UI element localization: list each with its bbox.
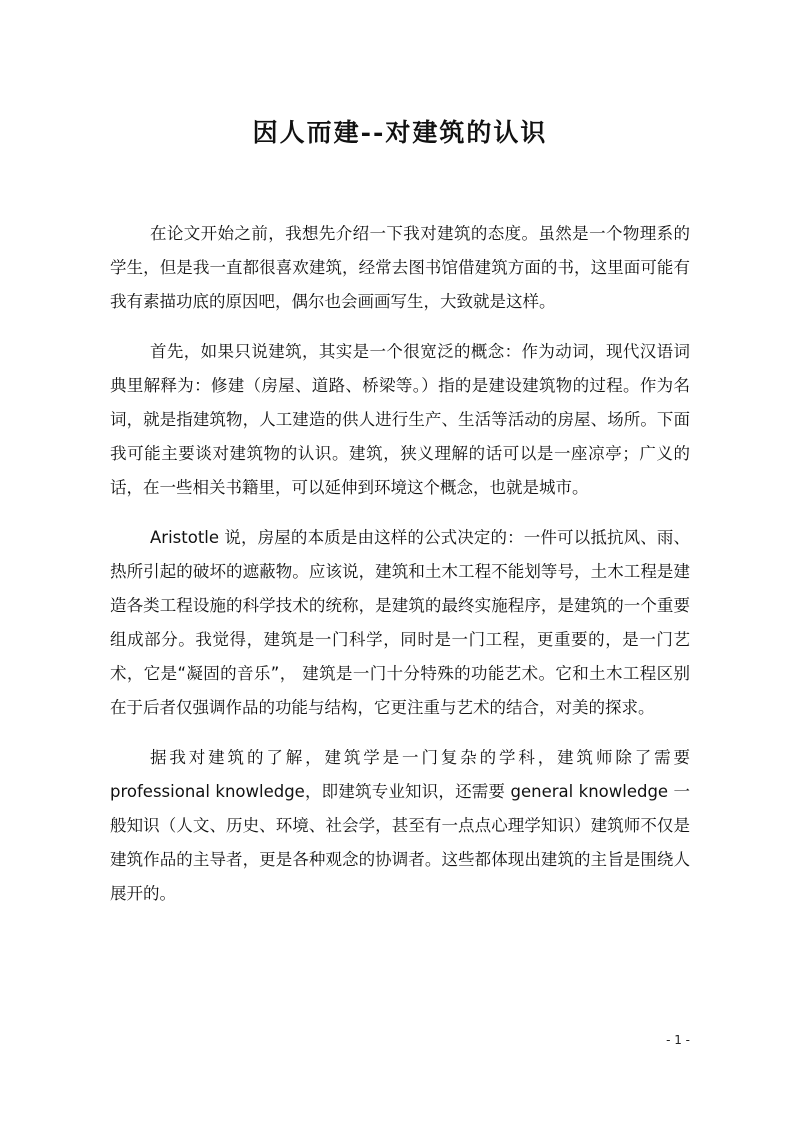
- document-body: [110, 217, 690, 927]
- document-title: 因人而建--对建筑的认识: [252, 117, 548, 147]
- paragraph-knowledge: 据我对建筑的了解，建筑学是一门复杂的学科，建筑师除了需要professional knowledge，即建筑专业知识，还需要 general knowledge 一般知识（人文、历史、环境、社会学，甚至有一点点心理学知识）建筑师不仅是建筑作品的主导者，更是各种观念的协调者。这些都体现出建筑的主旨是围绕人展开的。: [110, 748, 690, 903]
- paragraph-definition: 首先，如果只说建筑，其实是一个很宽泛的概念：作为动词，现代汉语词典里解释为：修建（房屋、道路、桥梁等。）指的是建设建筑物的过程。作为名词，就是指建筑物，人工建造的供人进行生产、生活等活动的房屋、场所。下面我可能主要谈对建筑物的认识。建筑，狭义理解的话可以是一座凉亭；广义的话，在一些相关书籍里，可以延伸到环境这个概念，也就是城市。: [110, 342, 690, 497]
- paragraph-intro: 在论文开始之前，我想先介绍一下我对建筑的态度。虽然是一个物理系的学生，但是我一直都很喜欢建筑，经常去图书馆借建筑方面的书，这里面可能有我有素描功底的原因吧，偶尔也会画画写生，大致就是这样。: [110, 224, 690, 311]
- page-number: - 1 -: [666, 1033, 690, 1047]
- paragraph-aristotle: Aristotle 说，房屋的本质是由这样的公式决定的：一件可以抵抗风、雨、热所引起的破坏的遮蔽物。应该说，建筑和土木工程不能划等号，土木工程是建造各类工程设施的科学技术的统称，是建筑的最终实施程序，是建筑的一个重要组成部分。我觉得，建筑是一门科学，同时是一门工程，更重要的，是一门艺术，它是“凝固的音乐”， 建筑是一门十分特殊的功能艺术。它和土木工程区别在于后者仅强调作品的功能与结构，它更注重与艺术的结合，对美的探求。: [110, 528, 690, 717]
